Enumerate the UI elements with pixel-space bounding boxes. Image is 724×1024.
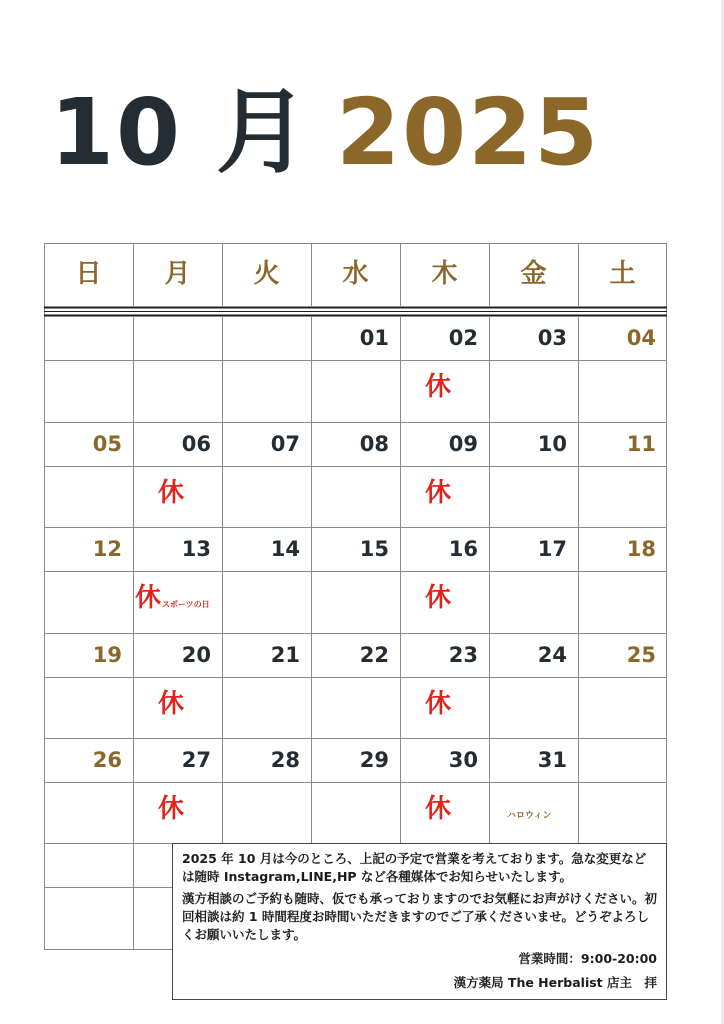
day-number: 19 <box>92 643 122 667</box>
event-label: ハロウィン <box>507 811 552 821</box>
day-number: 26 <box>92 748 122 772</box>
day-number: 01 <box>359 326 389 350</box>
notice-box <box>172 843 667 1000</box>
closed-mark: 休 <box>158 478 185 508</box>
closed-mark: 休 <box>425 583 452 613</box>
day-number: 11 <box>626 432 656 456</box>
closed-mark: 休 <box>425 794 452 824</box>
day-number: 10 <box>537 432 567 456</box>
day-number: 07 <box>270 432 300 456</box>
day-number: 30 <box>448 748 478 772</box>
signature: 漢方薬局 The Herbalist 店主 拝 <box>453 975 657 990</box>
closed-mark: 休 <box>158 689 185 719</box>
weekday-header: 火 <box>253 259 280 289</box>
holiday-label: スポーツの日 <box>162 600 210 609</box>
title-month: 10 月 <box>50 79 311 186</box>
day-number: 14 <box>270 537 300 561</box>
day-number: 27 <box>181 748 211 772</box>
weekday-header: 金 <box>520 259 547 289</box>
day-number: 04 <box>626 326 656 350</box>
day-number: 23 <box>448 643 478 667</box>
weekday-header: 木 <box>431 259 458 289</box>
day-number: 12 <box>92 537 122 561</box>
business-hours: 営業時間：9:00-20:00 <box>518 951 657 966</box>
day-number: 13 <box>181 537 211 561</box>
closed-mark: 休 <box>425 478 452 508</box>
day-number: 24 <box>537 643 567 667</box>
closed-mark: 休 <box>425 689 452 719</box>
closed-mark: 休 <box>425 372 452 402</box>
closed-mark: 休 <box>158 794 185 824</box>
closed-mark: 休 <box>135 583 162 613</box>
day-number: 17 <box>537 537 567 561</box>
day-number: 06 <box>181 432 211 456</box>
day-number: 25 <box>626 643 656 667</box>
day-number: 21 <box>270 643 300 667</box>
day-number: 05 <box>92 432 122 456</box>
day-number: 29 <box>359 748 389 772</box>
day-number: 03 <box>537 326 567 350</box>
day-number: 15 <box>359 537 389 561</box>
day-number: 22 <box>359 643 389 667</box>
day-number: 18 <box>626 537 656 561</box>
day-number: 09 <box>448 432 478 456</box>
title-year: 2025 <box>336 79 601 186</box>
weekday-header: 土 <box>609 259 636 289</box>
day-number: 20 <box>181 643 211 667</box>
weekday-header: 水 <box>342 259 369 289</box>
weekday-header: 月 <box>164 259 191 289</box>
day-number: 31 <box>537 748 567 772</box>
day-number: 08 <box>359 432 389 456</box>
notice-line-2: 漢方相談のご予約も随時、仮でも承っておりますのでお気軽にお声がけください。初回相談は約 1 時間程度お時間いただきますのでご了承くださいませ。どうぞよろしくお願いいたします。 <box>182 891 658 942</box>
weekday-header: 日 <box>75 259 102 289</box>
notice-line-1: 2025 年 10 月は今のところ、上記の予定で営業を考えております。急な変更などは随時 Instagram,LINE,HP など各種媒体でお知らせいたします。 <box>182 851 647 884</box>
day-number: 16 <box>448 537 478 561</box>
day-number: 28 <box>270 748 300 772</box>
day-number: 02 <box>448 326 478 350</box>
